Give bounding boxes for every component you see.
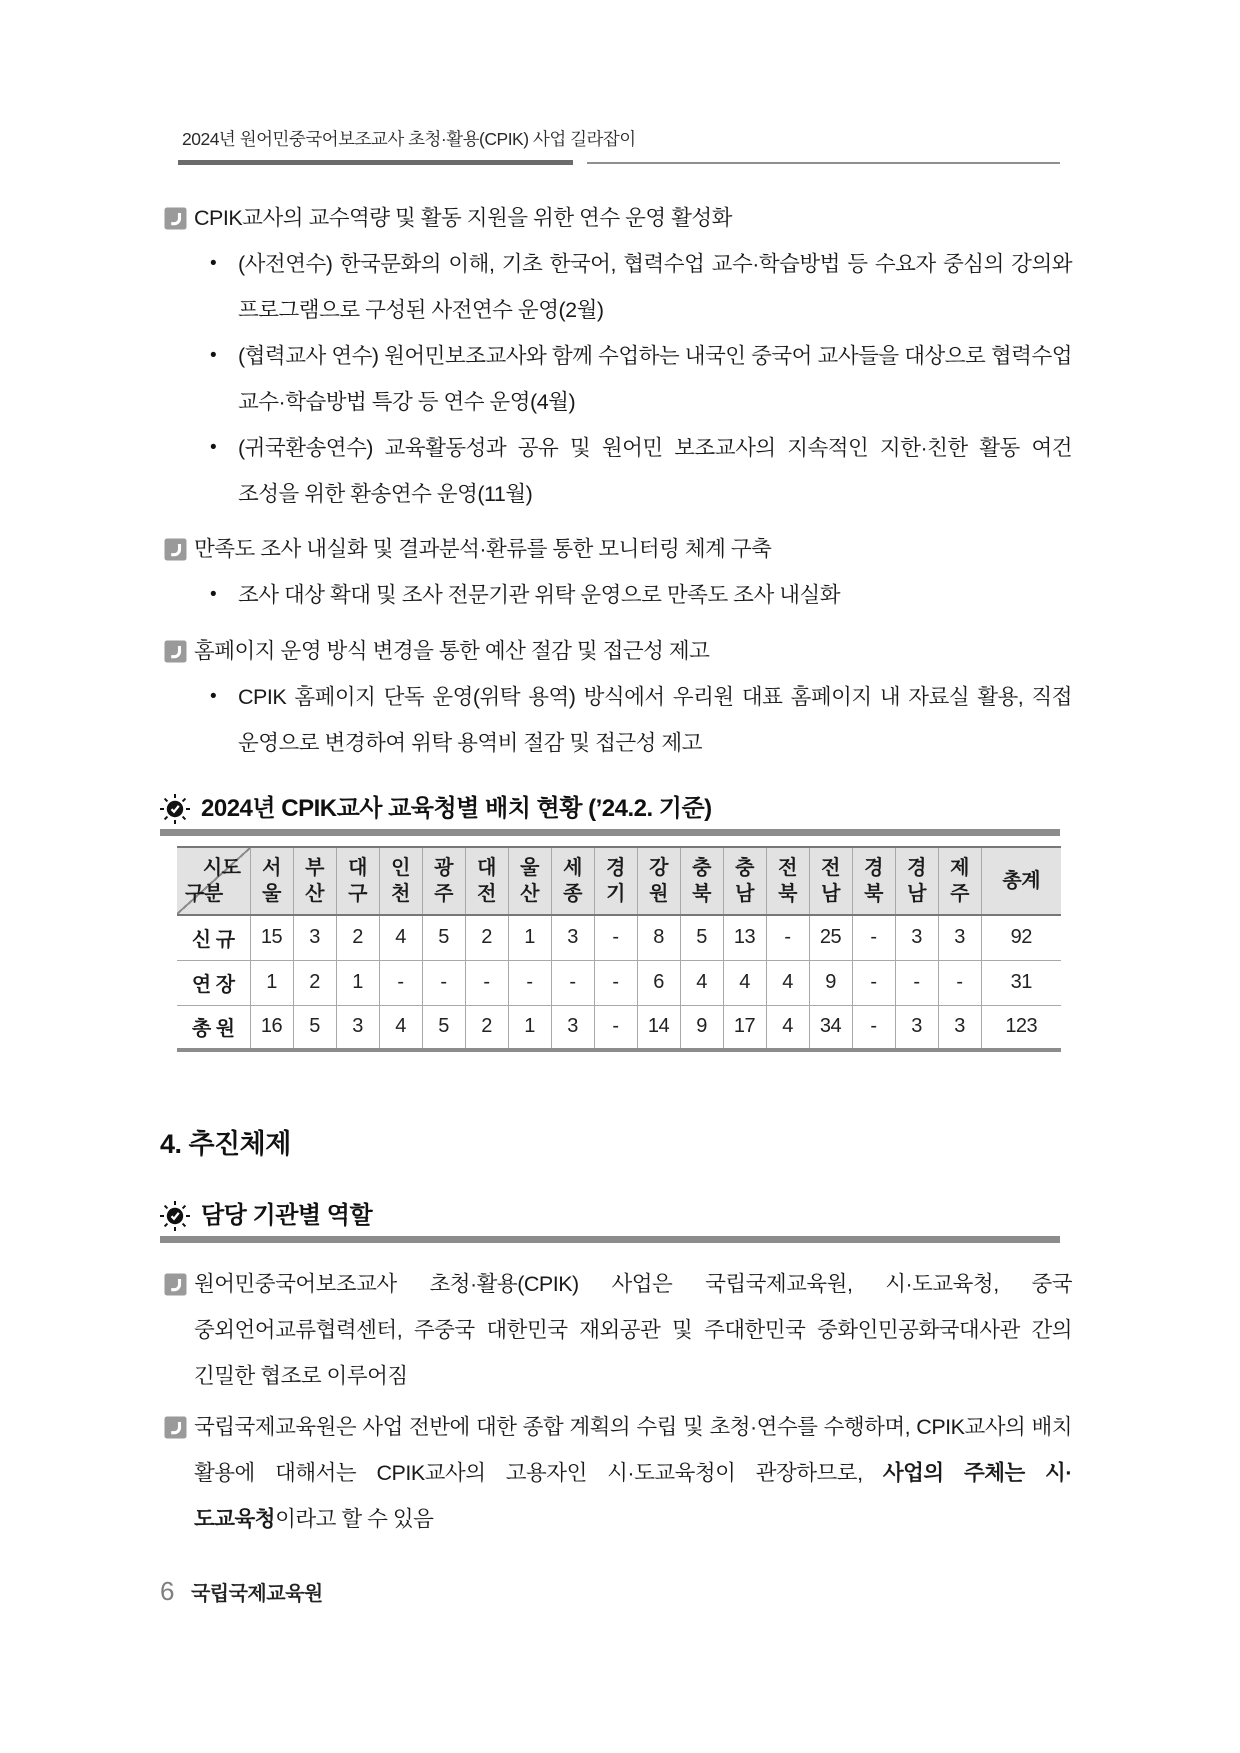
- footer-page-number: 6: [160, 1576, 174, 1606]
- dot-bullet: •: [210, 437, 217, 458]
- value-cell: 3: [938, 1005, 981, 1050]
- value-cell: -: [852, 915, 895, 960]
- value-cell: 3: [293, 915, 336, 960]
- bullet-sections: [160, 195, 1072, 766]
- value-cell: 1: [508, 1005, 551, 1050]
- value-cell: 1: [508, 915, 551, 960]
- total-cell: 92: [981, 915, 1061, 960]
- bullet-heading: 홈페이지 운영 방식 변경을 통한 예산 절감 및 접근성 제고: [194, 639, 710, 663]
- sub-item-text: 조사 대상 확대 및 조사 전문기관 위탁 운영으로 만족도 조사 내실화: [238, 583, 840, 607]
- dot-bullet: •: [210, 584, 217, 605]
- total-cell: 123: [981, 1005, 1061, 1050]
- value-cell: 2: [293, 960, 336, 1005]
- value-cell: -: [852, 1005, 895, 1050]
- role-paragraphs: [160, 1261, 1072, 1542]
- value-cell: -: [594, 960, 637, 1005]
- value-cell: 13: [723, 915, 766, 960]
- value-cell: 2: [465, 915, 508, 960]
- paragraph-text: 원어민중국어보조교사 초청·활용(CPIK) 사업은 국립국제교육원, 시·도교육청, 중국 중외언어교류협력센터, 주중국 대한민국 재외공관 및 주대한민국 중화인민공화국대사관 간의 긴밀한 협조로 이루어짐: [194, 1272, 1072, 1388]
- table-heading-text: 2024년 CPIK교사 교육청별 배치 현황 (’24.2. 기준): [201, 795, 712, 822]
- corner-label-sido: 시도: [202, 857, 241, 879]
- heading-underline-bar: [160, 829, 1060, 836]
- header-rule: [178, 160, 1072, 165]
- sub-item: [160, 674, 1072, 766]
- column-header: 경북: [852, 847, 895, 915]
- header-rule-thin-segment: [587, 162, 1060, 164]
- square-corner-bullet-icon: [160, 1404, 194, 1542]
- column-header: 강원: [637, 847, 680, 915]
- value-cell: 17: [723, 1005, 766, 1050]
- value-cell: -: [379, 960, 422, 1005]
- role-heading-text: 담당 기관별 역할: [201, 1202, 373, 1229]
- bullet-heading: 만족도 조사 내실화 및 결과분석·환류를 통한 모니터링 체계 구축: [194, 537, 772, 561]
- sun-check-icon: [160, 1201, 190, 1231]
- column-header: 전남: [809, 847, 852, 915]
- value-cell: 3: [551, 915, 594, 960]
- column-header-total: 총계: [981, 847, 1061, 915]
- paragraph-bold-text: 사업의 주체는 시·도교육청: [194, 1461, 1072, 1531]
- value-cell: 3: [895, 1005, 938, 1050]
- bullet-item: [160, 628, 1072, 674]
- value-cell: 5: [422, 1005, 465, 1050]
- bullet-heading: CPIK교사의 교수역량 및 활동 지원을 위한 연수 운영 활성화: [194, 206, 732, 230]
- column-header: 경기: [594, 847, 637, 915]
- value-cell: 4: [379, 915, 422, 960]
- value-cell: 3: [938, 915, 981, 960]
- sub-item: [160, 572, 1072, 618]
- bullet-item: [160, 1261, 1072, 1399]
- value-cell: -: [465, 960, 508, 1005]
- column-header: 충북: [680, 847, 723, 915]
- value-cell: 25: [809, 915, 852, 960]
- paragraph-text: [194, 1404, 1072, 1542]
- table-row: [177, 960, 1061, 1005]
- value-cell: -: [895, 960, 938, 1005]
- square-corner-bullet-icon: [160, 1261, 194, 1399]
- bullet-item: [160, 526, 1072, 572]
- column-header: 광주: [422, 847, 465, 915]
- cpik-deployment-table: [177, 846, 1061, 1052]
- value-cell: 9: [680, 1005, 723, 1050]
- value-cell: -: [594, 915, 637, 960]
- value-cell: 14: [637, 1005, 680, 1050]
- table-corner-cell: [177, 847, 250, 915]
- value-cell: 1: [336, 960, 379, 1005]
- value-cell: 5: [422, 915, 465, 960]
- role-section-heading: [160, 1201, 1072, 1231]
- column-header: 서울: [250, 847, 293, 915]
- table-row: [177, 915, 1061, 960]
- paragraph-regular-text: 이라고 할 수 있음: [275, 1507, 434, 1531]
- value-cell: -: [422, 960, 465, 1005]
- sub-item-text: (협력교사 연수) 원어민보조교사와 함께 수업하는 내국인 중국어 교사들을 대상으로 협력수업 교수·학습방법 특강 등 연수 운영(4월): [238, 344, 1072, 414]
- value-cell: -: [852, 960, 895, 1005]
- value-cell: 6: [637, 960, 680, 1005]
- value-cell: 3: [895, 915, 938, 960]
- sub-item-text: (사전연수) 한국문화의 이해, 기초 한국어, 협력수업 교수·학습방법 등 수요자 중심의 강의와 프로그램으로 구성된 사전연수 운영(2월): [238, 252, 1072, 322]
- row-label: 신 규: [177, 915, 250, 960]
- value-cell: 15: [250, 915, 293, 960]
- value-cell: 4: [680, 960, 723, 1005]
- total-cell: 31: [981, 960, 1061, 1005]
- sub-item: [160, 425, 1072, 517]
- paragraph-regular-text: 국립국제교육원은 사업 전반에 대한 종합 계획의 수립 및 초청·연수를 수행하며, CPIK교사의 배치 활용에 대해서는 CPIK교사의 고용자인 시·도교육청이 관장하므로,: [194, 1415, 1072, 1485]
- value-cell: 8: [637, 915, 680, 960]
- table-row: [177, 1005, 1061, 1050]
- value-cell: 34: [809, 1005, 852, 1050]
- value-cell: 5: [680, 915, 723, 960]
- header-rule-dark-segment: [178, 160, 573, 165]
- value-cell: -: [508, 960, 551, 1005]
- dot-bullet: •: [210, 345, 217, 366]
- footer-publisher: 국립국제교육원: [190, 1583, 323, 1605]
- section-title: 4. 추진체제: [160, 1129, 291, 1159]
- value-cell: 4: [379, 1005, 422, 1050]
- column-header: 세종: [551, 847, 594, 915]
- value-cell: 9: [809, 960, 852, 1005]
- page-content: [160, 0, 1072, 1607]
- column-header: 충남: [723, 847, 766, 915]
- row-label: 총 원: [177, 1005, 250, 1050]
- column-header: 경남: [895, 847, 938, 915]
- sub-item-text: (귀국환송연수) 교육활동성과 공유 및 원어민 보조교사의 지속적인 지한·친한 활동 여건 조성을 위한 환송연수 운영(11월): [238, 436, 1072, 506]
- row-label: 연 장: [177, 960, 250, 1005]
- value-cell: 1: [250, 960, 293, 1005]
- value-cell: -: [938, 960, 981, 1005]
- column-header: 대전: [465, 847, 508, 915]
- value-cell: -: [551, 960, 594, 1005]
- table-header-row: [177, 847, 1061, 915]
- value-cell: 4: [766, 1005, 809, 1050]
- value-cell: 3: [551, 1005, 594, 1050]
- bullet-item: [160, 195, 1072, 241]
- sub-item: [160, 241, 1072, 333]
- square-corner-bullet-icon: [160, 526, 194, 572]
- column-header: 전북: [766, 847, 809, 915]
- value-cell: 2: [465, 1005, 508, 1050]
- sub-item: [160, 333, 1072, 425]
- value-cell: -: [594, 1005, 637, 1050]
- value-cell: 4: [766, 960, 809, 1005]
- column-header: 인천: [379, 847, 422, 915]
- value-cell: 5: [293, 1005, 336, 1050]
- heading-underline-bar: [160, 1236, 1060, 1243]
- table-body: [177, 915, 1061, 1050]
- page-header-title: 2024년 원어민중국어보조교사 초청·활용(CPIK) 사업 길라잡이: [182, 129, 636, 149]
- value-cell: 3: [336, 1005, 379, 1050]
- page-footer: [160, 1576, 1072, 1607]
- value-cell: -: [766, 915, 809, 960]
- dot-bullet: •: [210, 686, 217, 707]
- column-header: 대구: [336, 847, 379, 915]
- table-section-heading: [160, 794, 1072, 824]
- value-cell: 16: [250, 1005, 293, 1050]
- column-header: 제주: [938, 847, 981, 915]
- corner-label-gubun: 구분: [185, 883, 223, 905]
- page-header: [160, 126, 1072, 165]
- column-header: 부산: [293, 847, 336, 915]
- sub-item-text: CPIK 홈페이지 단독 운영(위탁 용역) 방식에서 우리원 대표 홈페이지 내 자료실 활용, 직접 운영으로 변경하여 위탁 용역비 절감 및 접근성 제고: [238, 685, 1072, 755]
- square-corner-bullet-icon: [160, 628, 194, 674]
- sun-check-icon: [160, 794, 190, 824]
- bullet-item: [160, 1404, 1072, 1542]
- value-cell: 4: [723, 960, 766, 1005]
- value-cell: 2: [336, 915, 379, 960]
- column-header: 울산: [508, 847, 551, 915]
- dot-bullet: •: [210, 253, 217, 274]
- square-corner-bullet-icon: [160, 195, 194, 241]
